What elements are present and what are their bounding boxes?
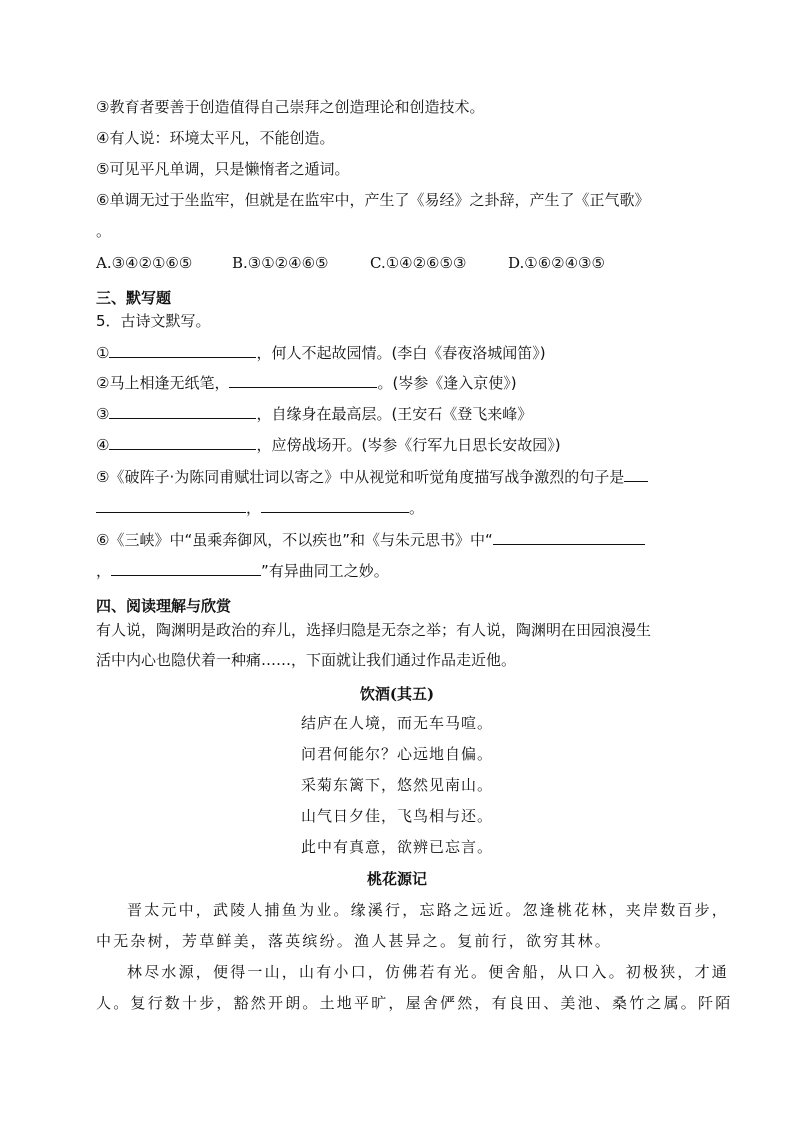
section-3-heading: 三、默写题 — [96, 289, 172, 307]
blank-5a[interactable] — [624, 467, 648, 482]
line-2-text-end: 。(岑参《逢入京使》) — [377, 374, 517, 392]
blank-4[interactable] — [109, 435, 256, 450]
blank-3[interactable] — [109, 404, 256, 419]
prose-title: 桃花源记 — [366, 870, 427, 888]
q4-item-6-continuation: 。 — [96, 222, 112, 240]
recitation-line-5-continued — [96, 498, 424, 518]
poem-line: 结庐在人境，而无车马喧。 — [300, 714, 493, 732]
poem-title: 饮酒(其五) — [359, 685, 435, 703]
line-3-number: ③ — [96, 405, 110, 423]
recitation-line-2 — [96, 373, 517, 393]
option-c[interactable]: C.①④②⑥⑤③ — [370, 254, 467, 272]
intro-line-2: 活中内心也隐伏着一种痛……，下面就让我们通过作品走近他。 — [96, 651, 517, 669]
line-1-text: ，何人不起故园情。(李白《春夜洛城闻笛》) — [256, 344, 546, 362]
q5-title: 5．古诗文默写。 — [96, 312, 211, 330]
option-a[interactable]: A.③④②①⑥⑤ — [96, 254, 193, 272]
poem-line: 采菊东篱下，悠然见南山。 — [300, 776, 493, 794]
line-5-period: 。 — [409, 499, 425, 517]
intro-line-1: 有人说，陶渊明是政治的弃儿，选择归隐是无奈之举；有人说，陶渊明在田园浪漫生 — [96, 621, 652, 639]
poem-line: 问君何能尔？心远地自偏。 — [300, 745, 493, 763]
recitation-line-3 — [96, 404, 532, 424]
blank-2[interactable] — [229, 373, 377, 388]
recitation-line-6-continued — [96, 561, 389, 581]
line-4-number: ④ — [96, 436, 110, 454]
prose-line: 晋太元中，武陵人捕鱼为业。缘溪行，忘路之远近。忽逢桃花林，夹岸数百步， — [127, 901, 730, 919]
line-5-comma: ， — [246, 499, 262, 517]
recitation-line-6 — [96, 530, 645, 550]
poem-line: 此中有真意，欲辨已忘言。 — [300, 838, 493, 856]
blank-5b[interactable] — [96, 498, 246, 513]
prose-line: 中无杂树，芳草鲜美，落英缤纷。渔人甚异之。复前行，欲穷其林。 — [96, 932, 613, 950]
line-2-text-start: ②马上相逢无纸笔， — [96, 374, 230, 392]
prose-line: 人。复行数十步，豁然开朗。土地平旷，屋舍俨然，有良田、美池、桑竹之属。阡陌 — [96, 994, 733, 1012]
option-d[interactable]: D.①⑥②④③⑤ — [508, 254, 605, 272]
line-6-end: ”有异曲同工之妙。 — [261, 562, 389, 580]
q4-item-4: ④有人说：环境太平凡，不能创造。 — [96, 129, 335, 147]
line-6-text: ⑥《三峡》中“虽乘奔御风，不以疾也”和《与朱元思书》中“ — [96, 531, 493, 549]
recitation-line-5 — [96, 467, 648, 487]
line-1-number: ① — [96, 344, 110, 362]
recitation-line-1 — [96, 343, 546, 363]
blank-6b[interactable] — [111, 561, 261, 576]
blank-1[interactable] — [109, 343, 256, 358]
option-b[interactable]: B.③①②④⑥⑤ — [232, 254, 329, 272]
q4-item-3: ③教育者要善于创造值得自己崇拜之创造理论和创造技术。 — [96, 98, 485, 116]
poem-line: 山气日夕佳，飞鸟相与还。 — [300, 807, 493, 825]
q4-item-6: ⑥单调无过于坐监牢，但就是在监牢中，产生了《易经》之卦辞，产生了《正气歌》 — [96, 191, 650, 209]
prose-line: 林尽水源，便得一山，山有小口，仿佛若有光。便舍船，从口入。初极狭，才通 — [127, 963, 730, 981]
recitation-line-4 — [96, 435, 561, 455]
line-5-text: ⑤《破阵子·为陈同甫赋壮词以寄之》中从视觉和听觉角度描写战争激烈的句子是 — [96, 468, 625, 486]
section-4-heading: 四、阅读理解与欣赏 — [96, 597, 232, 615]
line-6-comma: ， — [96, 562, 112, 580]
blank-6a[interactable] — [493, 530, 645, 545]
line-3-text: ，自缘身在最高层。(王安石《登飞来峰》 — [256, 405, 533, 423]
blank-5c[interactable] — [261, 498, 409, 513]
line-4-text: ，应傍战场开。(岑参《行军九日思长安故园》) — [256, 436, 561, 454]
q4-options — [96, 253, 605, 273]
q4-item-5: ⑤可见平凡单调，只是懒惰者之遁词。 — [96, 160, 350, 178]
